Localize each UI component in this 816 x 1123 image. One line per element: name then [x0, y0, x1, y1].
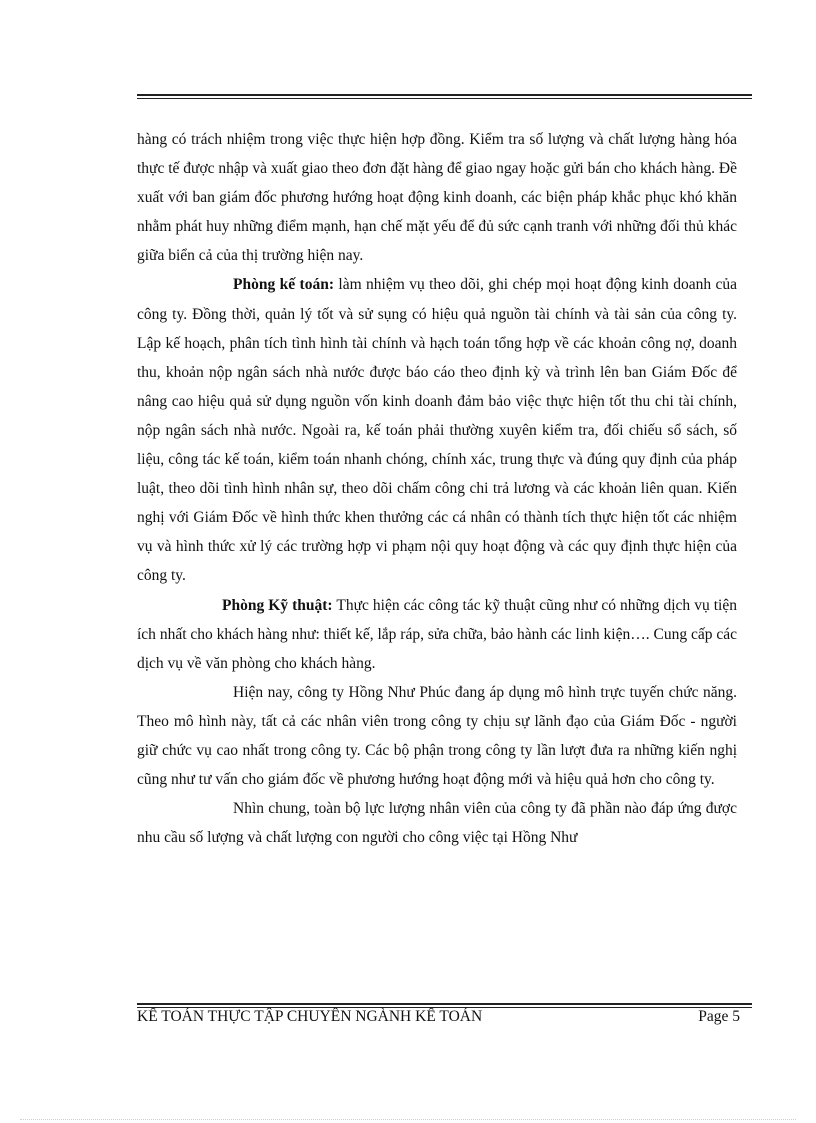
document-body: [137, 125, 737, 852]
page-footer: [137, 1006, 740, 1028]
technical-text: Thực hiện các công tác kỹ thuật cũng như có những dịch vụ tiện ích nhất cho khách hàng như: thiết kế, lắp ráp, sửa chữa, bảo hành các linh kiện…. Cung cấp các dịch vụ về văn phòng cho khách hàng.: [137, 596, 737, 672]
paragraph-1: hàng có trách nhiệm trong việc thực hiện hợp đồng. Kiểm tra số lượng và chất lượng hàng hóa thực tế được nhập và xuất giao theo đơn đặt hàng để giao ngay hoặc gửi bán cho khách hàng. Đề xuất với ban giám đốc phương hướng hoạt động kinh doanh, các biện pháp khắc phục khó khăn nhằm phát huy những điểm mạnh, hạn chế mặt yếu để đủ sức cạnh tranh với những đối thủ khác giữa biển cả của thị trường hiện nay.: [137, 131, 737, 265]
header-rule: [137, 94, 752, 99]
heading-accounting: Phòng kế toán:: [233, 276, 334, 294]
footer-title: KẾ TOÁN THỰC TẬP CHUYÊN NGÀNH KẾ TOÁN: [137, 1008, 483, 1025]
page-bottom-divider: [20, 1119, 796, 1120]
heading-technical: Phòng Kỹ thuật:: [222, 596, 333, 614]
paragraph-4: Hiện nay, công ty Hồng Như Phúc đang áp dụng mô hình trực tuyến chức năng. Theo mô hình này, tất cả các nhân viên trong công ty chịu sự lãnh đạo của Giám Đốc - người giữ chức vụ cao nhất trong công ty. Các bộ phận trong công ty lần lượt đưa ra những kiến nghị cũng như tư vấn cho giám đốc về phương hướng hoạt động mới và hiệu quả hơn cho công ty.: [137, 683, 737, 789]
paragraph-accounting: [137, 270, 737, 590]
paragraph-technical: [137, 591, 737, 678]
accounting-text: làm nhiệm vụ theo dõi, ghi chép mọi hoạt động kinh doanh của công ty. Đồng thời, quản lý tốt và sử sụng có hiệu quả nguồn tài chính và tài sản của công ty. Lập kế hoạch, phân tích tình hình tài chính và hạch toán tổng hợp về các khoản công nợ, doanh thu, khoản nộp ngân sách nhà nước được báo cáo theo định kỳ và trình lên ban Giám Đốc để nâng cao hiệu quả sử dụng nguồn vốn kinh doanh đảm bảo việc thực hiện tốt thu chi tài chính, nộp ngân sách nhà nước. Ngoài ra, kế toán phải thường xuyên kiểm tra, đối chiếu sổ sách, số liệu, công tác kế toán, kiểm toán nhanh chóng, chính xác, trung thực và đúng quy định của pháp luật, theo dõi tình hình nhân sự, theo dõi chấm công chi trả lương và các khoản liên quan. Kiến nghị với Giám Đốc về hình thức khen thưởng các cá nhân có thành tích thực hiện tốt các nhiệm vụ và hình thức xử lý các trường hợp vi phạm nội quy hoạt động và các quy định thực hiện của công ty.: [137, 276, 737, 585]
page-number: Page 5: [698, 1008, 740, 1025]
paragraph-5: Nhìn chung, toàn bộ lực lượng nhân viên của công ty đã phần nào đáp ứng được nhu cầu số lượng và chất lượng con người cho công việc tại Hồng Như: [137, 800, 737, 847]
